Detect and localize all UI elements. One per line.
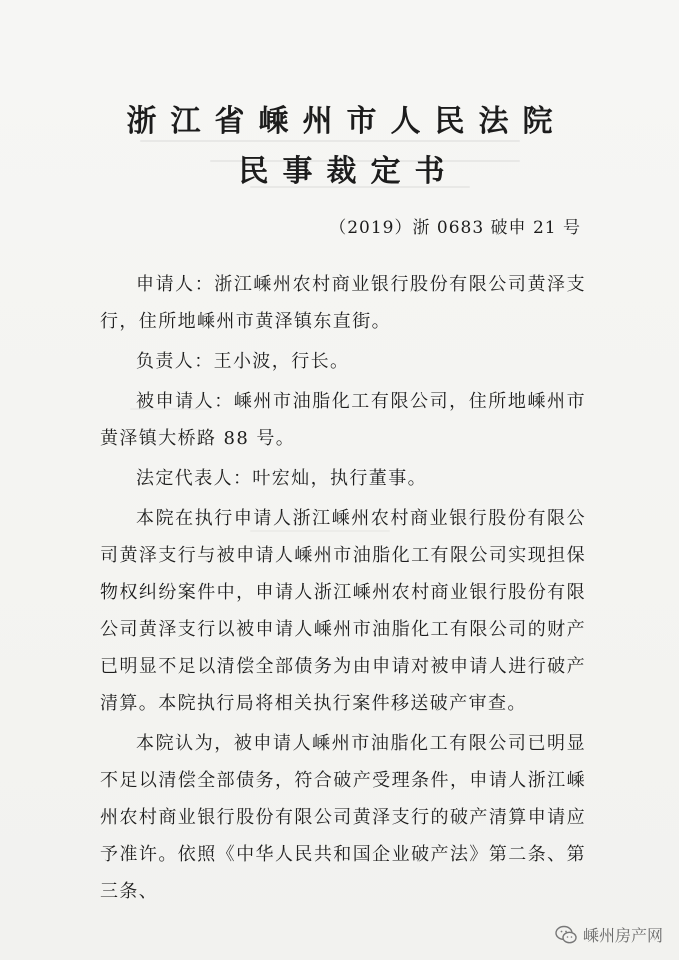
paragraph-applicant: 申请人：浙江嵊州农村商业银行股份有限公司黄泽支行，住所地嵊州市黄泽镇东直街。 [100,274,586,332]
document-body [100,266,586,910]
document-type-heading: 民事裁定书 [238,154,459,189]
paragraph-respondent: 被申请人：嵊州市油脂化工有限公司，住所地嵊州市黄泽镇大桥路 88 号。 [100,391,586,449]
court-name-heading: 浙江省嵊州市人民法院 [126,104,567,139]
watermark-label: 嵊州房产网 [582,926,663,945]
watermark [555,923,663,946]
case-number: （2019）浙 0683 破申 21 号 [329,218,581,238]
bleed-through-mark [140,140,520,142]
paragraph-legal-representative: 法定代表人：叶宏灿，执行董事。 [136,468,427,489]
wechat-icon [555,925,577,945]
paragraph-case-facts: 本院在执行申请人浙江嵊州农村商业银行股份有限公司黄泽支行与被申请人嵊州市油脂化工有限公司实现担保物权纠纷案件中，申请人浙江嵊州农村商业银行股份有限公司黄泽支行以被申请人嵊州市油脂化工有限公司的财产已明显不足以清偿全部债务为由申请对被申请人进行破产清算。本院执行局将相关执行案件移送破产审查。 [100,508,586,714]
paragraph-court-opinion: 本院认为，被申请人嵊州市油脂化工有限公司已明显不足以清偿全部债务，符合破产受理条件，申请人浙江嵊州农村商业银行股份有限公司黄泽支行的破产清算申请应予准许。依照《中华人民共和国企业破产法》第二条、第三条、 [100,733,586,902]
paragraph-responsible-person: 负责人：王小波，行长。 [136,351,350,372]
